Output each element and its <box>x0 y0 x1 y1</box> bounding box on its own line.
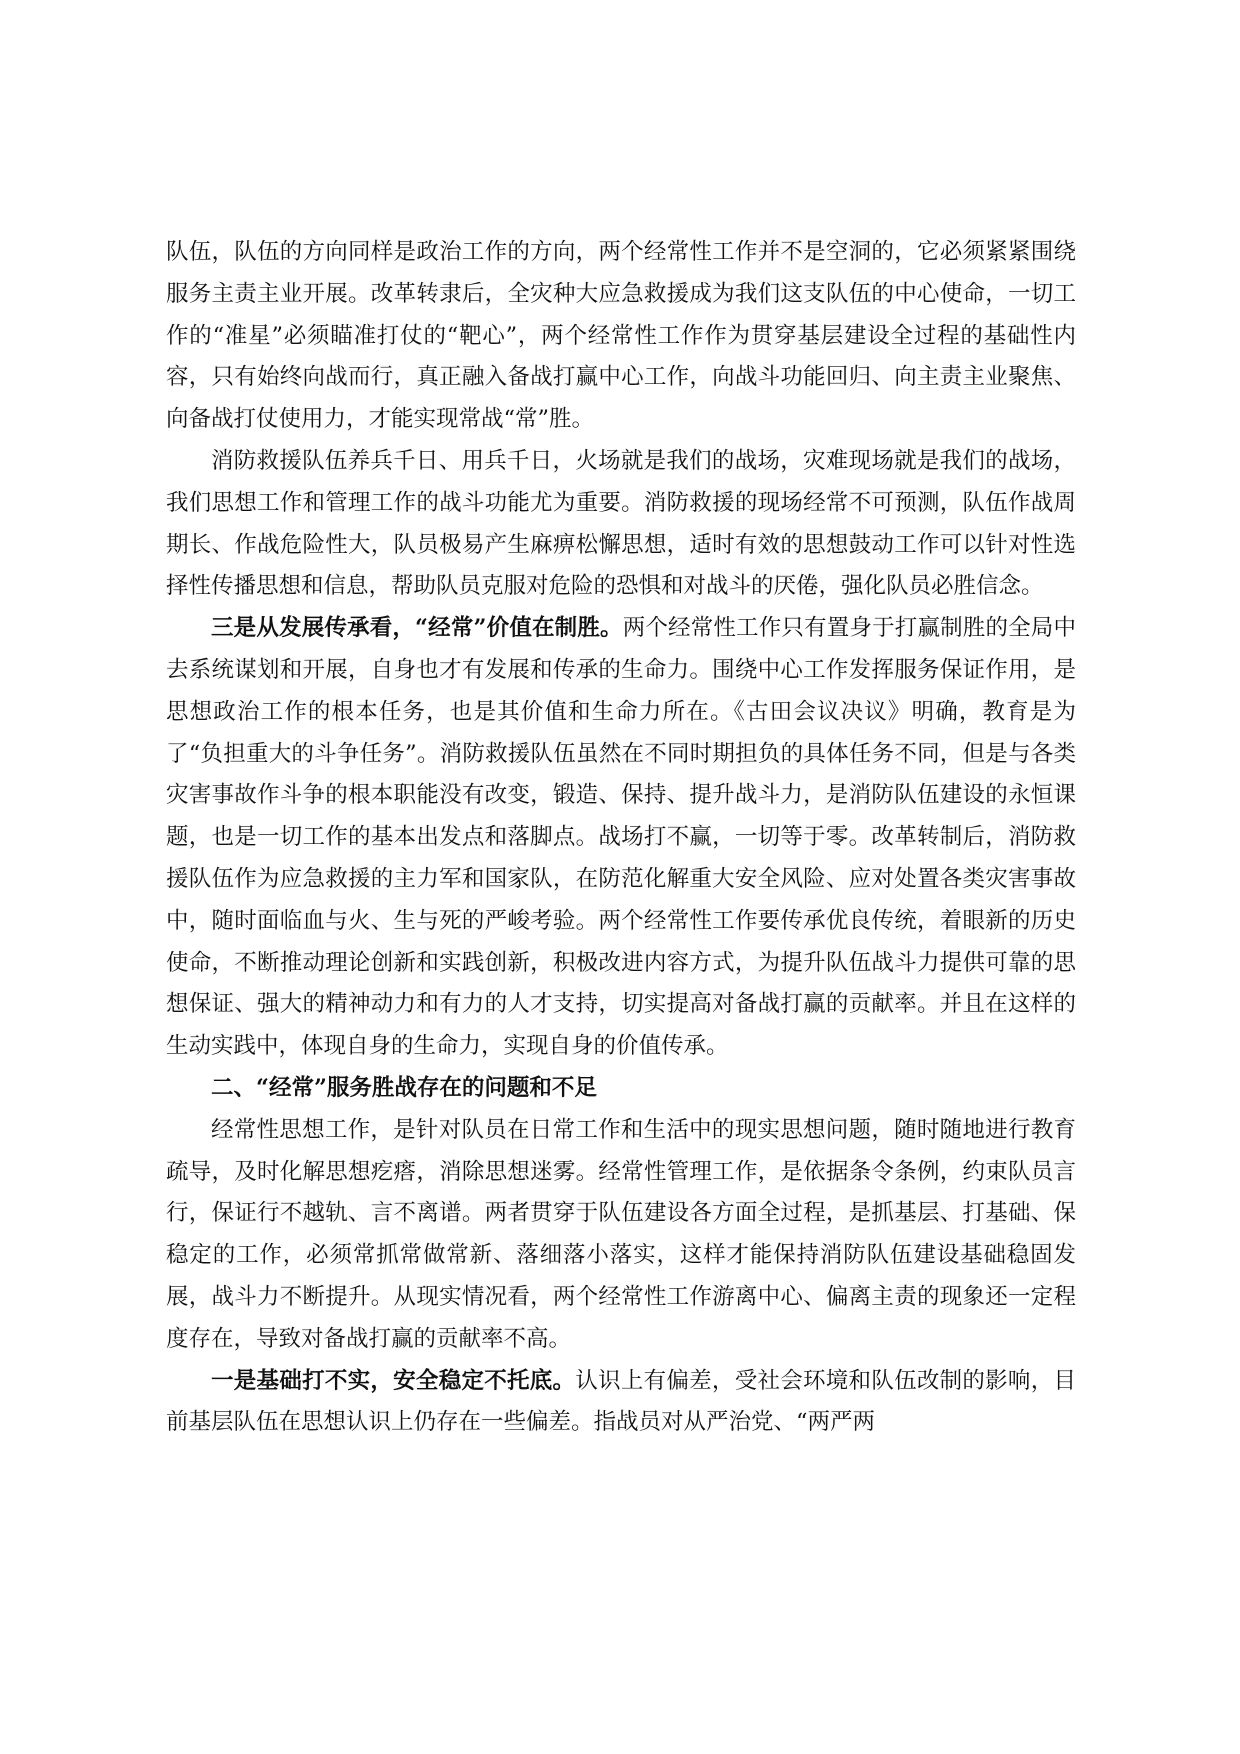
paragraph-3 <box>166 608 1076 1068</box>
paragraph-4-text: 经常性思想工作，是针对队员在日常工作和生活中的现实思想问题，随时随地进行教育疏导，及时化解思想疙瘩，消除思想迷雾。经常性管理工作，是依据条令条例，约束队员言行，保证行不越轨、言不离谱。两者贯穿于队伍建设各方面全过程，是抓基层、打基础、保稳定的工作，必须常抓常做常新、落细落小落实，这样才能保持消防队伍建设基础稳固发展，战斗力不断提升。从现实情况看，两个经常性工作游离中心、偏离主责的现象还一定程度存在，导致对备战打赢的贡献率不高。 <box>166 1116 1076 1352</box>
paragraph-5 <box>166 1361 1076 1445</box>
paragraph-2-text: 消防救援队伍养兵千日、用兵千日，火场就是我们的战场，灾难现场就是我们的战场，我们思想工作和管理工作的战斗功能尤为重要。消防救援的现场经常不可预测，队伍作战周期长、作战危险性大，队员极易产生麻痹松懈思想，适时有效的思想鼓动工作可以针对性选择性传播思想和信息，帮助队员克服对危险的恐惧和对战斗的厌倦，强化队员必胜信念。 <box>166 447 1076 600</box>
paragraph-4 <box>166 1110 1076 1361</box>
paragraph-5-lead: 一是基础打不实，安全稳定不托底。 <box>211 1367 576 1394</box>
document-page <box>166 232 1076 1444</box>
paragraph-1-text: 队伍，队伍的方向同样是政治工作的方向，两个经常性工作并不是空洞的，它必须紧紧围绕服务主责主业开展。改革转隶后，全灾种大应急救援成为我们这支队伍的中心使命，一切工作的“准星”必须瞄准打仗的“靶心”，两个经常性工作作为贯穿基层建设全过程的基础性内容，只有始终向战而行，真正融入备战打赢中心工作，向战斗功能回归、向主责主业聚焦、向备战打仗使用力，才能实现常战“常”胜。 <box>166 239 1076 433</box>
paragraph-1 <box>166 232 1076 441</box>
paragraph-3-lead: 三是从发展传承看，“经常”价值在制胜。 <box>211 615 623 642</box>
paragraph-3-text: 两个经常性工作只有置身于打赢制胜的全局中去系统谋划和开展，自身也才有发展和传承的生命力。围绕中心工作发挥服务保证作用，是思想政治工作的根本任务，也是其价值和生命力所在。《古田会议决议》明确，教育是为了“负担重大的斗争任务”。消防救援队伍虽然在不同时期担负的具体任务不同，但是与各类灾害事故作斗争的根本职能没有改变，锻造、保持、提升战斗力，是消防队伍建设的永恒课题，也是一切工作的基本出发点和落脚点。战场打不赢，一切等于零。改革转制后，消防救援队伍作为应急救援的主力军和国家队，在防范化解重大安全风险、应对处置各类灾害事故中，随时面临血与火、生与死的严峻考验。两个经常性工作要传承优良传统，着眼新的历史使命，不断推动理论创新和实践创新，积极改进内容方式，为提升队伍战斗力提供可靠的思想保证、强大的精神动力和有力的人才支持，切实提高对备战打赢的贡献率。并且在这样的生动实践中，体现自身的生命力，实现自身的价值传承。 <box>166 615 1076 1060</box>
paragraph-5-text: 认识上有偏差，受社会环境和队伍改制的影响，目前基层队伍在思想认识上仍存在一些偏差。指战员对从严治党、“两严两 <box>166 1367 1076 1436</box>
section-heading: 二、“经常”服务胜战存在的问题和不足 <box>211 1074 597 1101</box>
paragraph-2 <box>166 441 1076 608</box>
